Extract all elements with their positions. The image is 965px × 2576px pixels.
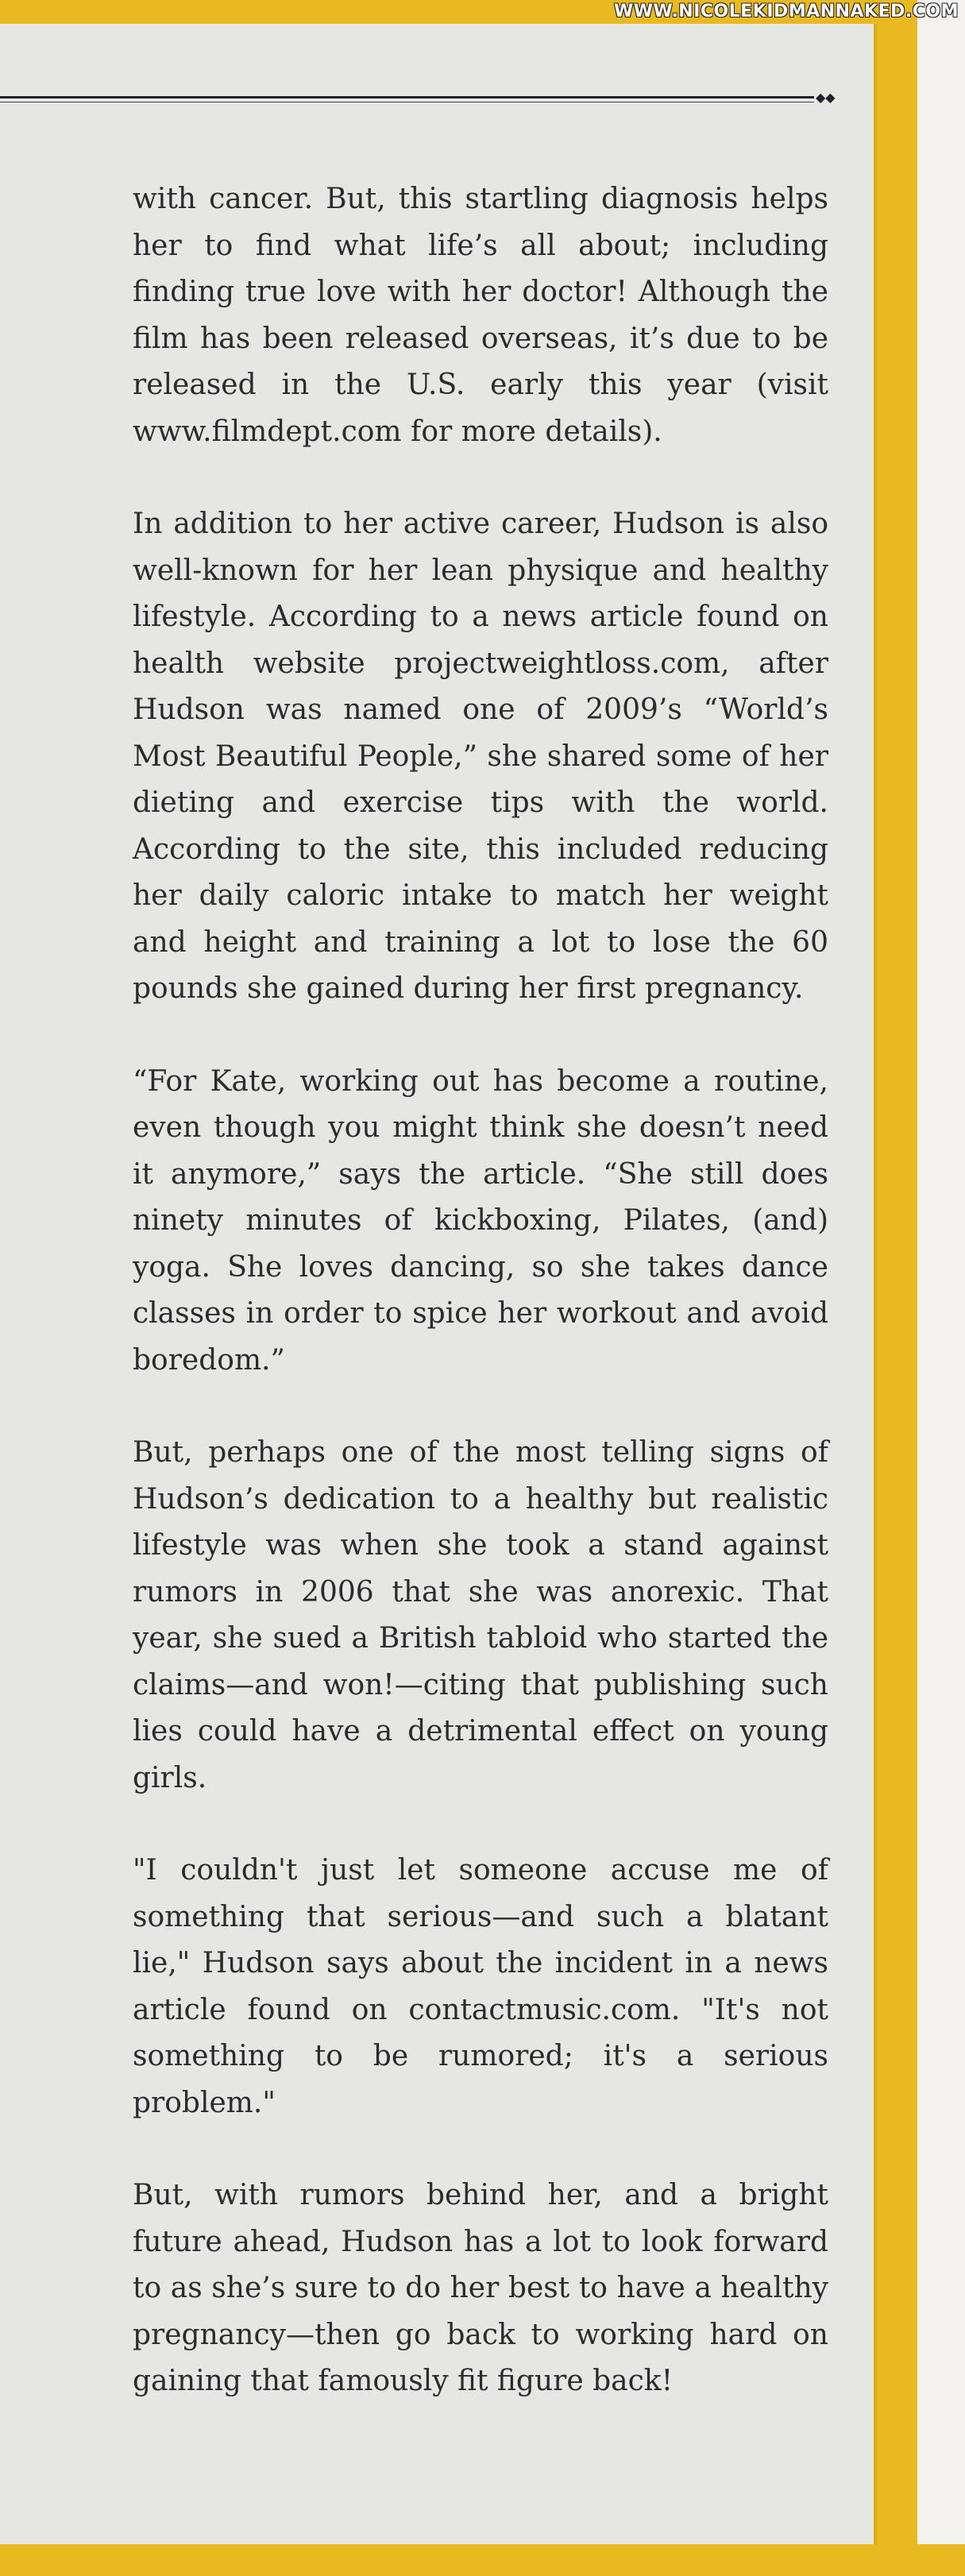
paragraph-5: "I couldn't just let someone accuse me of something that serious—and such a blatant lie," Hudson says about the incident in a news article found on contactmusic.com. "It's not something to be rumored; it's a serious problem." xyxy=(133,1854,828,2119)
site-watermark: WWW.NICOLEKIDMANNAKED.COM xyxy=(613,2,959,21)
paragraph-3: “For Kate, working out has become a routine, even though you might think she doesn’t need it anymore,” says the article. “She still does ninety minutes of kickboxing, Pilates, (and) yoga. She loves dancing, so she takes dance classes in order to spice her workout and avoid boredom.” xyxy=(133,1064,828,1377)
diamond-ornament-icon: ◆◆ xyxy=(816,90,836,105)
article-body xyxy=(133,176,828,2451)
paragraph-2: In addition to her active career, Hudson is also well-known for her lean physique and healthy lifestyle. According to a news article found on health website projectweightloss.com, after Hudson was named one of 2009’s “World’s Most Beautiful People,” she shared some of her dieting and exercise tips with the world. According to the site, this included reducing her daily caloric intake to match her weight and height and training a lot to lose the 60 pounds she gained during her first pregnancy. xyxy=(133,508,828,1005)
paragraph-4: But, perhaps one of the most telling signs of Hudson’s dedication to a healthy but realistic lifestyle was when she took a stand against rumors in 2006 that she was anorexic. That year, she sued a British tabloid who started the claims—and won!—citing that publishing such lies could have a detrimental effect on young girls. xyxy=(133,1436,828,1794)
yellow-frame-bottom xyxy=(0,2544,965,2576)
paragraph-1: with cancer. But, this startling diagnosis helps her to find what life’s all about; including finding true love with her doctor! Although the film has been released overseas, it’s due to be released in the U.S. early this year (visit www.filmdept.com for more details). xyxy=(133,183,828,448)
rule-line-thick xyxy=(0,96,814,98)
page-margin-right xyxy=(917,0,965,2576)
header-rule xyxy=(0,90,842,106)
paragraph-6: But, with rumors behind her, and a bright future ahead, Hudson has a lot to look forward to as she’s sure to do her best to have a healthy pregnancy—then go back to working hard on gaining that famously fit figure back! xyxy=(133,2179,828,2397)
